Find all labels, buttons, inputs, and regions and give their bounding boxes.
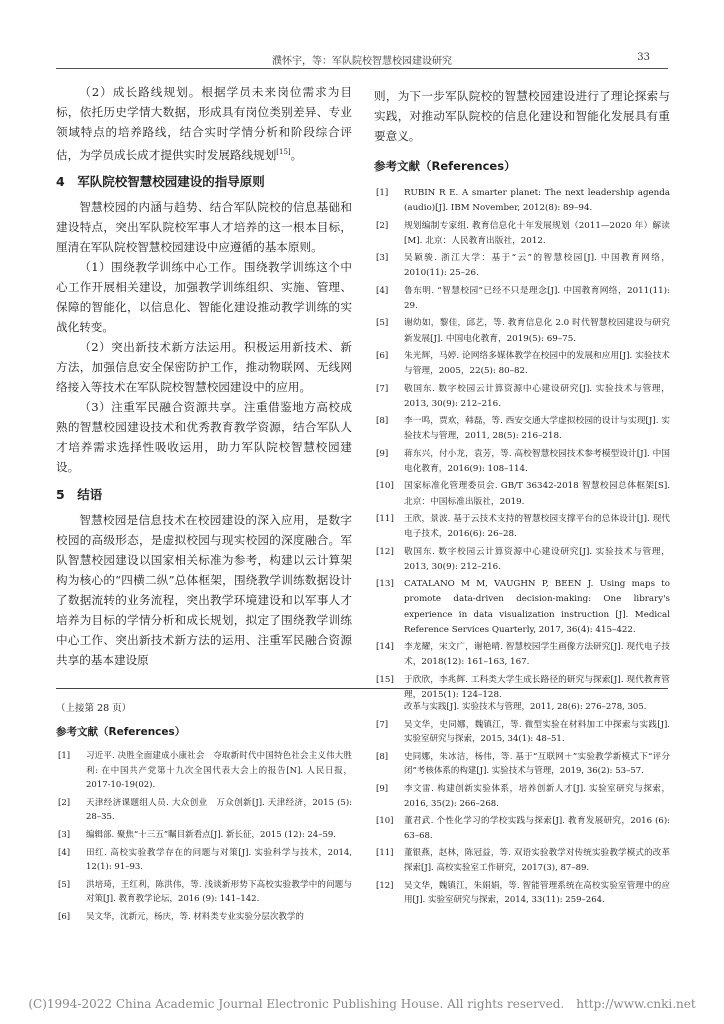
principle-1-paragraph: （1）围绕教学训练中心工作。围绕教学训练这个中心工作开展相关建设，加强教学训练组织、实施、管理、保障的智能化，以信息化、智能化建设推动教学训练的实战化转变。 — [56, 259, 352, 334]
reference-text: 董银燕，赵林，陈冠益，等. 双语实验教学对传统实验教学模式的改革探索[J]. 高校实验室工作研究，2017(3), 87–89. — [404, 848, 670, 873]
reference-number: [5] — [376, 318, 389, 329]
reference-number: [2] — [58, 797, 71, 808]
reference-text: 李一鸣，贾欢，韩磊，等. 西安交通大学虚拟校园的设计与实现[J]. 实验技术与管理，2011, 28(5): 216–218. — [404, 416, 670, 442]
reference-number: [11] — [376, 848, 394, 859]
reference-text: 吴颖骏. 浙江大学：基于“云”的智慧校园[J]. 中国教育网络，2010(11): 25–26. — [404, 253, 670, 279]
reference-text: 敬国东. 数字校园云计算资源中心建设研究[J]. 实验技术与管理，2013, 30(9): 212–216. — [404, 383, 670, 409]
reference-item — [56, 828, 352, 843]
reference-number: [13] — [376, 579, 394, 590]
reference-number: [12] — [376, 546, 394, 557]
right-column-top — [374, 86, 670, 705]
continued-from-note: （上接第 28 页） — [56, 703, 132, 714]
reference-item — [374, 512, 670, 542]
reference-text: 董君武. 个性化学习的学校实践与探索[J]. 教育发展研究，2016 (6): 63–68. — [404, 816, 670, 841]
reference-number: [9] — [376, 783, 389, 794]
reference-item — [374, 284, 670, 314]
principle-3-paragraph: （3）注重军民融合资源共享。注重借鉴地方高校成熟的智慧校园建设技术和优秀教育教学资源，结合军队人才培养需求选择性吸收运用，助力军队院校智慧校园建设。 — [56, 399, 352, 474]
section-5-heading: 5 结语 — [56, 486, 103, 502]
reference-number: [1] — [58, 751, 71, 761]
reference-item — [56, 910, 352, 925]
reference-number: [10] — [376, 816, 394, 827]
bottom-references-heading: 参考文献（References） — [56, 726, 186, 738]
reference-number: [14] — [376, 642, 394, 653]
bottom-reference-list-right — [374, 700, 670, 908]
reference-item — [374, 750, 670, 779]
reference-item — [374, 846, 670, 875]
copyright-footer: (C)1994-2022 China Academic Journal Electronic Publishing House. All rights reserved. http://www.cnki.net — [28, 997, 696, 1011]
conclusion-paragraph: 智慧校园是信息技术在校园建设的深入应用，是数字校园的高级形态，是虚拟校园与现实校园的深度融合。军队智慧校园建设以国家相关标准为参考，构建以云计算架构为核心的“四横二纵”总体框架，围绕教学训练数据设计了数据流转的业务流程，突出教学环境建设和以军事人才培养为目标的学情分析和成长规划，拟定了围绕教学训练中心工作、突出新技术新方法的运用、注重军民融合资源共享的基本建设原 — [56, 512, 352, 667]
reference-text: 王欣，景波. 基于云技术支持的智慧校园支撑平台的总体设计[J]. 现代电子技术，2016(6): 26–28. — [404, 513, 670, 540]
section-4-heading: 4 军队院校智慧校园建设的指导原则 — [56, 173, 265, 189]
reference-item — [56, 878, 352, 907]
reference-continuation — [374, 700, 670, 715]
reference-text: 国家标准化管理委员会. GB/T 36342-2018 智慧校园总体框架[S]. 北京：中国标准出版社，2019. — [404, 481, 670, 507]
reference-text: 规划编制专家组. 教育信息化十年发展规划（2011—2020 年）解读[M]. 北京：人民教育出版社，2012. — [404, 220, 670, 246]
reference-number: [3] — [58, 829, 71, 840]
career-path-end: 。 — [290, 147, 303, 162]
reference-text: RUBIN R E. A smarter planet: The next leadership agenda (audio)[J]. IBM November, 2012(8): 89–94. — [404, 188, 670, 214]
career-path-paragraph — [56, 82, 352, 165]
reference-item — [374, 251, 670, 281]
reference-item — [374, 219, 670, 249]
reference-text: 习近平. 决胜全面建成小康社会 夺取新时代中国特色社会主义伟大胜利: 在中国共产党第十九次全国代表大会上的报告[N]. 人民日报，2017-10-19(02). — [86, 751, 352, 791]
reference-text: CATALANO M M, VAUGHN P, BEEN J. Using maps to promote data-driven decision-making: One library's experience in data visualization instruction [J]. Medical Reference Services Quarterly, 2017, 36(4): 415–422. — [404, 579, 670, 635]
reference-number: [1] — [376, 188, 389, 198]
reference-number: [3] — [376, 253, 389, 264]
page-number: 33 — [637, 52, 650, 63]
reference-item — [374, 382, 670, 412]
reference-text: 鲁东明. “智慧校园”已经不只是理念[J]. 中国教育网络，2011(11): 29. — [404, 285, 670, 311]
reference-list — [374, 186, 670, 703]
reference-item — [374, 447, 670, 477]
reference-number: [7] — [376, 719, 389, 730]
left-column-top — [56, 82, 352, 670]
reference-number: [2] — [376, 220, 389, 231]
reference-number: [9] — [376, 448, 389, 459]
reference-text: 于欣欣，李兆辉. 工科类大学生成长路径的研究与探索[J]. 现代教育管理，2015(1): 124–128. — [404, 674, 670, 700]
right-column-bottom — [374, 700, 670, 911]
reference-number: [6] — [58, 911, 71, 922]
reference-number: [8] — [376, 416, 389, 427]
reference-text: 李龙耀，宋文广，谢艳晴. 智慧校园学生画像方法研究[J]. 现代电子技术，2018(12): 161–163, 167. — [404, 642, 670, 668]
reference-item — [374, 545, 670, 575]
reference-number: [5] — [58, 879, 71, 890]
reference-text: 李文雷. 构建创新实验体系，培养创新人才[J]. 实验室研究与探索，2016, 35(2): 266–268. — [404, 783, 670, 809]
reference-item — [374, 414, 670, 444]
reference-text: 吴文华，沈新元，杨庆，等. 材料类专业实验分层次教学的 — [86, 911, 304, 922]
reference-item — [374, 316, 670, 346]
reference-item — [374, 479, 670, 509]
reference-item — [374, 814, 670, 843]
reference-item — [374, 879, 670, 908]
principle-2-paragraph: （2）突出新技术新方法运用。积极运用新技术、新方法，加强信息安全保密防护工作，推动物联网、无线网络接入等技术在军队院校智慧校园建设中的应用。 — [56, 339, 352, 394]
conclusion-continued: 则，为下一步军队院校的智慧校园建设进行了理论探索与实践，对推动军队院校的信息化建设和智能化发展具有重要意义。 — [374, 89, 670, 143]
reference-item — [56, 846, 352, 875]
section-4-intro: 智慧校园的内涵与趋势、结合军队院校的信息基础和建设特点，突出军队院校军事人才培养的这一根本目标，厘清在军队院校智慧校园建设中应遵循的基本原则。 — [56, 199, 352, 254]
reference-number: [10] — [376, 481, 394, 492]
reference-item — [374, 718, 670, 747]
reference-text: 洪培琦，王红利，陈洪伟，等. 浅谈新形势下高校实验教学中的问题与对策[J]. 教育教学论坛，2016 (9): 141–142. — [86, 879, 352, 905]
running-header-title: 濮怀宇，等：军队院校智慧校园建设研究 — [272, 56, 452, 67]
reference-number: [4] — [58, 847, 71, 858]
reference-text: 天津经济课题组人员. 大众创业 万众创新[J]. 天津经济，2015 (5): 28–35. — [86, 797, 352, 823]
reference-number: [8] — [376, 751, 389, 762]
reference-text: 史同娜，朱冰洁，杨伟，等. 基于“互联网＋”实验教学新模式下“评分闭”考核体系的构建[J]. 实验技术与管理，2019, 36(2): 53–57. — [404, 751, 670, 777]
reference-text: 吴文华，史同娜，魏镇江，等. 微型实验在材料加工中探索与实践[J]. 实验室研究与探索，2015, 34(1): 48–51. — [404, 719, 670, 745]
reference-text: 敬国东. 数字校园云计算资源中心建设研究[J]. 实验技术与管理，2013, 30(9): 212–216. — [404, 546, 670, 572]
reference-item — [374, 577, 670, 638]
reference-item — [56, 749, 352, 793]
reference-number: [6] — [376, 350, 389, 361]
reference-number: [12] — [376, 880, 394, 891]
reference-text: 谢幼如，黎佳，邱艺，等. 教育信息化 2.0 时代智慧校园建设与研究新发展[J]. 中国电化教育，2019(5): 69–75. — [404, 318, 670, 344]
reference-item — [56, 796, 352, 825]
header-rule — [56, 68, 668, 69]
reference-text: 编辑部. 聚焦“十三五”瞩目新看点[J]. 新长征，2015 (12): 24–59. — [86, 829, 336, 840]
references-heading: 参考文献（References） — [374, 159, 516, 173]
reference-text: 田红. 高校实验教学存在的问题与对策[J]. 实验科学与技术，2014, 12(1): 91–93. — [86, 847, 352, 873]
reference-number: [11] — [376, 513, 394, 524]
career-path-text: （2）成长路线规划。根据学员未来岗位需求为目标，依托历史学情大数据，形成具有岗位类别差异、专业领域特点的培养路线，结合实时学情分析和阶段综合评估，为学员成长成才提供实时发展路线规划 — [56, 85, 352, 162]
reference-item — [374, 640, 670, 670]
reference-number: [15] — [376, 674, 394, 685]
reference-continuation-text: 改革与实践[J]. 实验技术与管理，2011, 28(6): 276–278, 305. — [404, 702, 647, 712]
reference-number: [4] — [376, 285, 389, 296]
reference-item — [374, 186, 670, 216]
reference-text: 吴文华，魏镇江，朱娟娟，等. 智能管理系统在高校实验室管理中的应用[J]. 实验室研究与探索，2014, 33(11): 259–264. — [404, 880, 670, 906]
reference-text: 朱光辉，马婷. 论网络多媒体教学在校园中的发展和应用[J]. 实验技术与管理，2005，22(5): 80–82. — [404, 350, 670, 377]
reference-text: 蒋东兴，付小龙，袁芳，等. 高校智慧校园技术参考模型设计[J]. 中国电化教育，2016(9): 108–114. — [404, 448, 670, 474]
article-divider — [56, 688, 668, 689]
bottom-reference-list-left — [56, 749, 352, 925]
reference-item — [374, 349, 670, 379]
reference-number: [7] — [376, 383, 389, 394]
left-column-bottom — [56, 700, 352, 928]
career-path-citation: [15] — [276, 148, 291, 156]
reference-item — [374, 782, 670, 811]
